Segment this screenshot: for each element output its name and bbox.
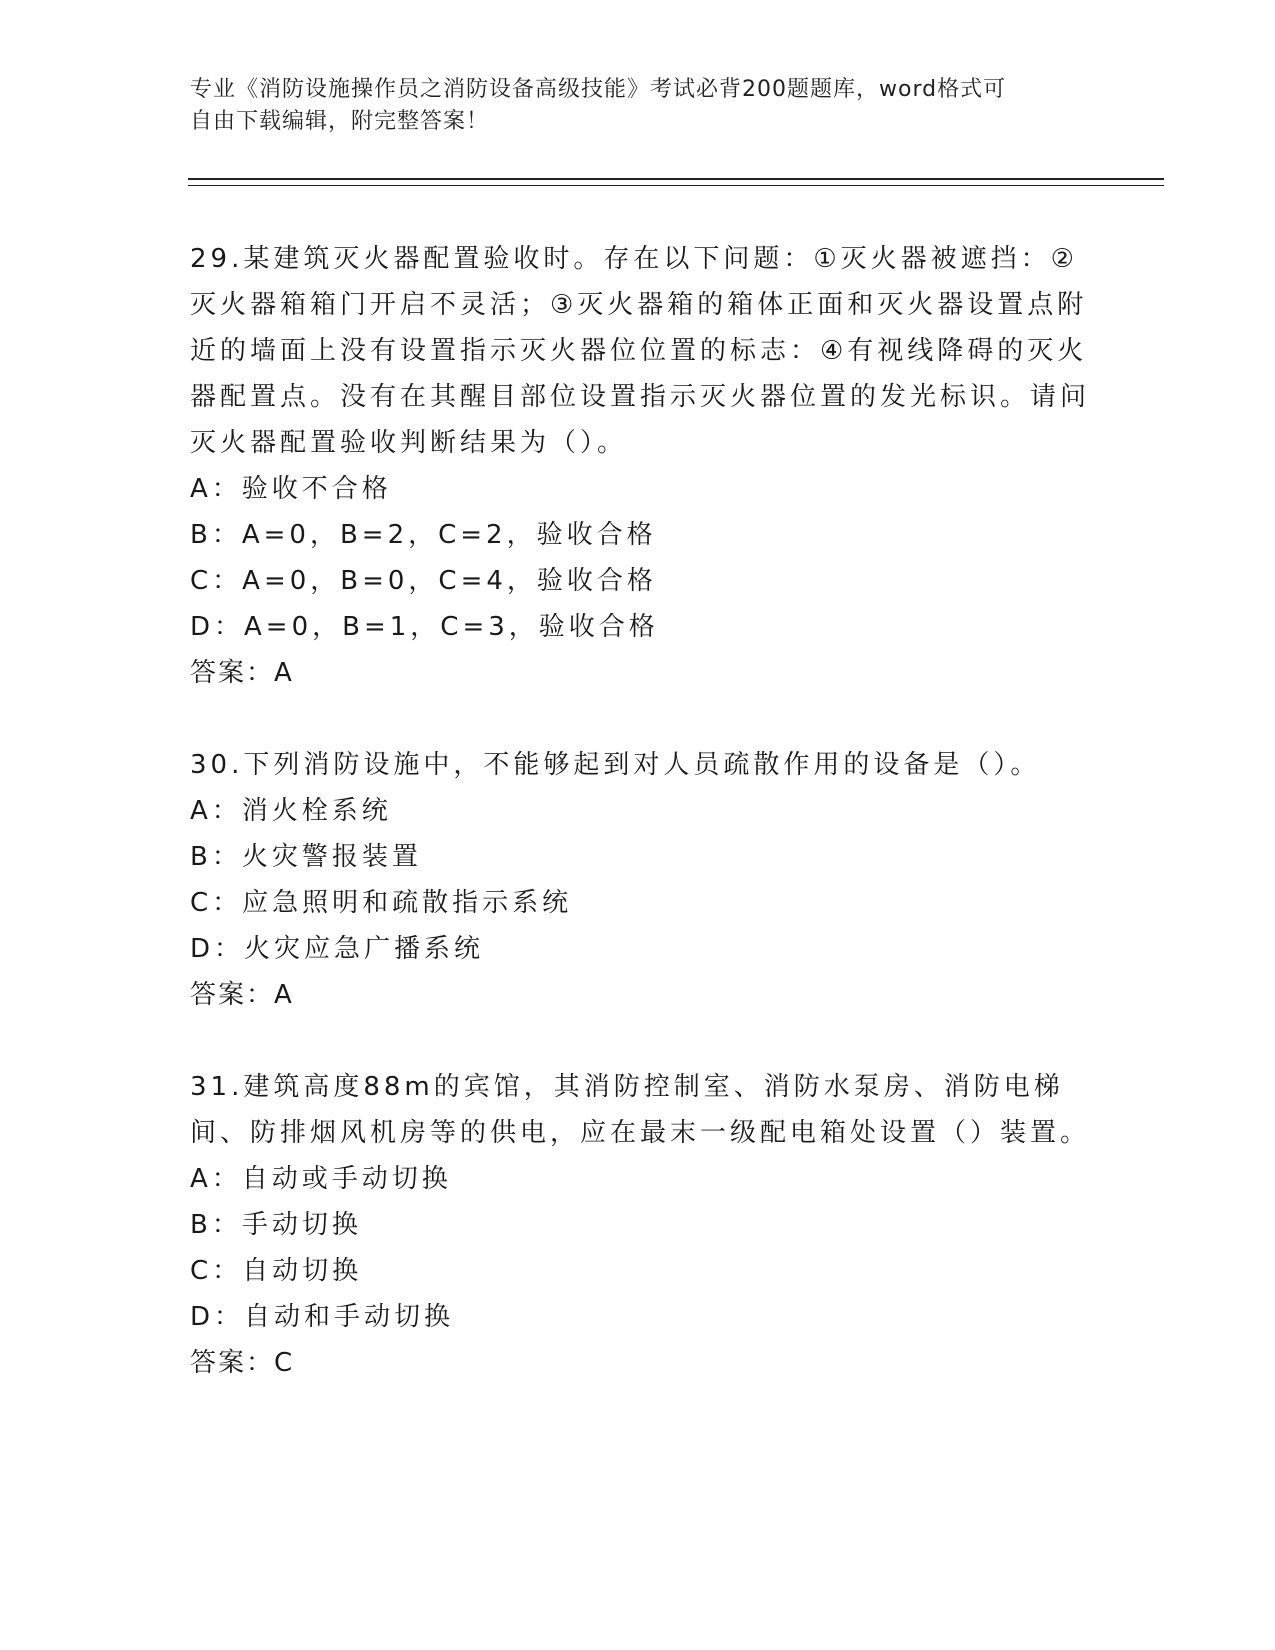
option-b: B：A=0，B=2，C=2，验收合格 (190, 520, 657, 550)
answer-line (190, 1340, 1090, 1386)
header-divider (188, 178, 1164, 186)
option-b: B：火灾警报装置 (190, 842, 422, 872)
question-30 (190, 742, 1090, 1018)
option-b: B：手动切换 (190, 1210, 362, 1240)
option-d: D：火灾应急广播系统 (190, 934, 485, 964)
option-c: C：A=0，B=0，C=4，验收合格 (190, 566, 657, 596)
option-d: D：自动和手动切换 (190, 1302, 455, 1332)
option-a: A：验收不合格 (190, 474, 392, 504)
answer-value: A (274, 980, 294, 1010)
header-line-2: 自由下载编辑，附完整答案！ (190, 109, 490, 134)
option-c: C：应急照明和疏散指示系统 (190, 888, 573, 918)
option-a: A：自动或手动切换 (190, 1164, 452, 1194)
answer-line (190, 650, 1090, 696)
option-d: D：A=0，B=1，C=3，验收合格 (190, 612, 659, 642)
answer-label: 答案： (190, 658, 275, 688)
answer-value: C (274, 1348, 295, 1378)
answer-label: 答案： (190, 1348, 275, 1378)
question-31 (190, 1064, 1090, 1386)
question-29 (190, 236, 1090, 696)
question-list (190, 236, 1090, 1432)
document-header (190, 74, 1090, 138)
answer-label: 答案： (190, 980, 275, 1010)
option-a: A：消火栓系统 (190, 796, 392, 826)
header-line-1: 专业《消防设施操作员之消防设备高级技能》考试必背200题题库，word格式可 (190, 77, 1007, 102)
option-c: C：自动切换 (190, 1256, 363, 1286)
answer-line (190, 972, 1090, 1018)
question-stem: 30.下列消防设施中，不能够起到对人员疏散作用的设备是（）。 (190, 750, 1041, 780)
answer-value: A (274, 658, 294, 688)
question-stem: 29.某建筑灭火器配置验收时。存在以下问题：①灭火器被遮挡：②灭火器箱箱门开启不灵活；③灭火器箱的箱体正面和灭火器设置点附近的墙面上没有设置指示灭火器位位置的标志：④有视线降碍的灭火器配置点。没有在其醒目部位设置指示灭火器位置的发光标识。请问灭火器配置验收判断结果为（）。 (190, 244, 1091, 458)
question-stem: 31.建筑高度88m的宾馆，其消防控制室、消防水泵房、消防电梯间、防排烟风机房等的供电，应在最末一级配电箱处设置（）装置。 (190, 1072, 1091, 1148)
